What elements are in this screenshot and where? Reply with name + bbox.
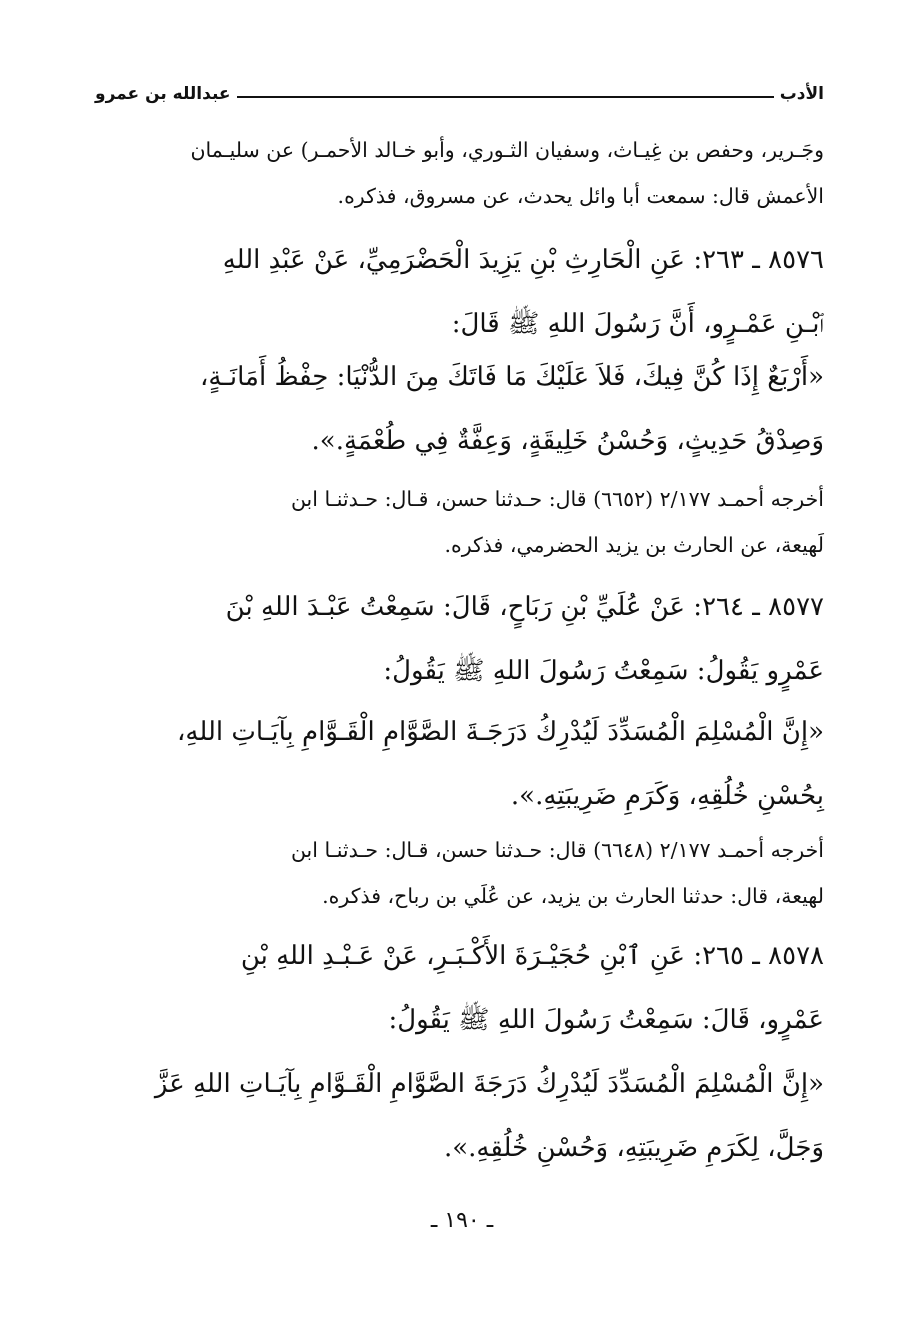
hadith-8576-text <box>100 345 824 473</box>
text-line: لهيعة، قال: حدثنا الحارث بن يزيد، عن عُلَي بن رباح، فذكره. <box>322 884 824 908</box>
hadith-8578-chain <box>100 924 824 1052</box>
running-header <box>95 78 824 104</box>
text-line: ٨٥٧٦ ـ ٢٦٣: عَنِ الْحَارِثِ بْنِ يَزِيدَ الْحَضْرَمِيِّ، عَنْ عَبْدِ اللهِ <box>222 245 824 275</box>
text-line: ٱبْـنِ عَمْـرٍو، أَنَّ رَسُولَ اللهِ ﷺ قَالَ: <box>451 309 824 339</box>
text-line: عَمْرٍو، قَالَ: سَمِعْتُ رَسُولَ اللهِ ﷺ يَقُولُ: <box>388 1005 824 1035</box>
takhrij-8577 <box>100 827 824 919</box>
text-line: ٨٥٧٨ ـ ٢٦٥: عَنِ ٱبْنِ حُجَيْـرَةَ الأَكْـبَـرِ، عَنْ عَـبْـدِ اللهِ بْنِ <box>240 941 824 971</box>
text-line: وجَـرير، وحفص بن غِيـاث، وسفيان الثـوري، وأبو خـالد الأحمـر) عن سليـمان <box>190 138 824 162</box>
page-number: ـ ١٩٠ ـ <box>430 1208 494 1233</box>
text-line: بِحُسْنِ خُلُقِهِ، وَكَرَمِ ضَرِيبَتِهِ.». <box>510 781 824 811</box>
header-rule <box>237 96 774 98</box>
hadith-8577-text <box>100 700 824 828</box>
text-line: «إِنَّ الْمُسْلِمَ الْمُسَدِّدَ لَيُدْرِكُ دَرَجَةَ الصَّوَّامِ الْقَـوَّامِ بِآيَـاتِ اللهِ عَزَّ <box>154 1069 824 1099</box>
text-line: وَجَلَّ، لِكَرَمِ ضَرِيبَتِهِ، وَحُسْنِ خُلُقِهِ.». <box>444 1133 824 1163</box>
text-line: أخرجه أحمـد ٢/١٧٧ (٦٦٤٨) قال: حـدثنا حسن، قـال: حـدثنـا ابن <box>290 838 824 862</box>
text-line: وَصِدْقُ حَدِيثٍ، وَحُسْنُ خَلِيقَةٍ، وَعِفَّةٌ فِي طُعْمَةٍ.». <box>311 426 824 456</box>
text-line: الأعمش قال: سمعت أبا وائل يحدث، عن مسروق، فذكره. <box>337 184 824 208</box>
text-line: ٨٥٧٧ ـ ٢٦٤: عَنْ عُلَيِّ بْنِ رَبَاحٍ، قَالَ: سَمِعْتُ عَبْـدَ اللهِ بْنَ <box>225 592 824 622</box>
hadith-8577-chain <box>100 575 824 703</box>
hadith-8576-chain <box>100 228 824 356</box>
text-line: عَمْرٍو يَقُولُ: سَمِعْتُ رَسُولَ اللهِ ﷺ يَقُولُ: <box>383 656 824 686</box>
isnad-note <box>100 127 824 219</box>
header-section-title: الأدب <box>779 84 824 104</box>
text-line: لَهيعة، عن الحارث بن يزيد الحضرمي، فذكره. <box>444 533 824 557</box>
takhrij-8576 <box>100 476 824 568</box>
text-line: «إِنَّ الْمُسْلِمَ الْمُسَدِّدَ لَيُدْرِكُ دَرَجَـةَ الصَّوَّامِ الْقَـوَّامِ بِآيَـاتِ اللهِ، <box>177 717 824 747</box>
text-line: أخرجه أحمـد ٢/١٧٧ (٦٦٥٢) قال: حـدثنا حسن، قـال: حـدثنـا ابن <box>290 487 824 511</box>
header-chapter-title: عبدالله بن عمرو <box>95 84 231 104</box>
hadith-8578-text <box>100 1052 824 1180</box>
text-line: «أَرْبَعٌ إِذَا كُنَّ فِيكَ، فَلاَ عَلَيْكَ مَا فَاتَكَ مِنَ الدُّنْيَا: حِفْظُ أَمَانَـةٍ، <box>199 362 824 392</box>
